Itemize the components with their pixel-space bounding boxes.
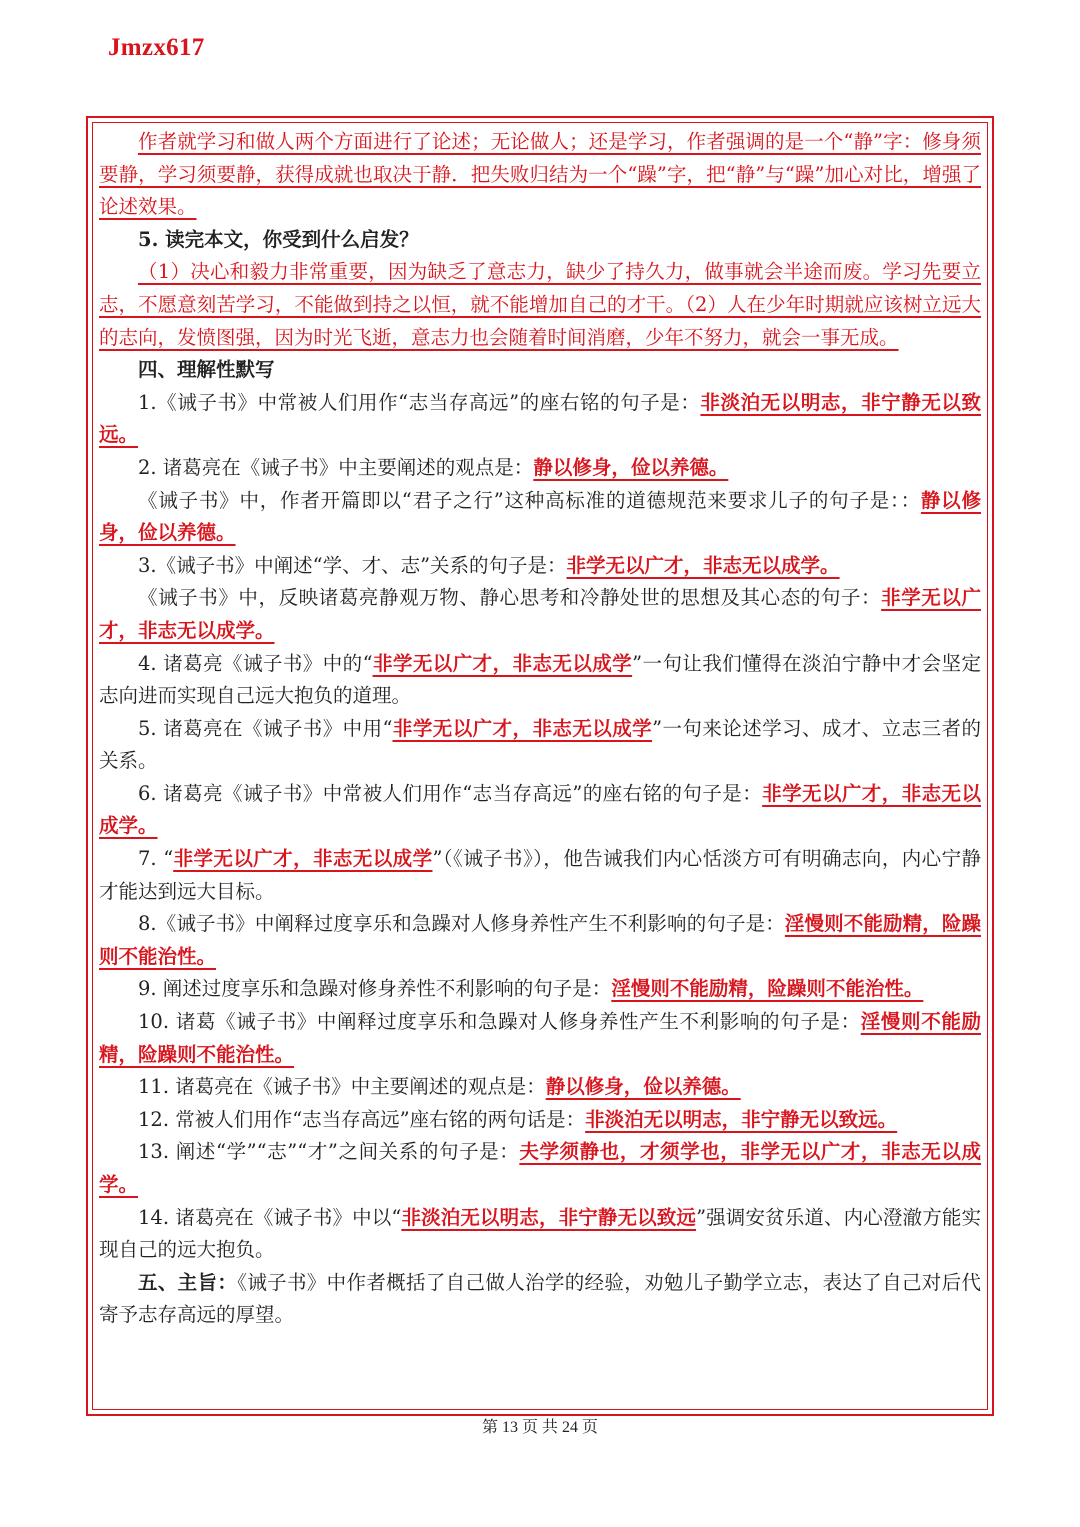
answer: 夫学须静也，才须学也，非学无以广才，非志无以成学。 (99, 1140, 981, 1196)
document-content (99, 126, 981, 1332)
item-3: 3.《诫子书》中阐述“学、才、志”关系的句子是：非学无以广才，非志无以成学。 (138, 553, 840, 577)
answer: 非淡泊无以明志，非宁静无以致远。 (99, 390, 981, 447)
item-12: 12. 常被人们用作“志当存高远”座右铭的两句话是：非淡泊无以明志，非宁静无以致远。 (138, 1107, 898, 1131)
theme-label: 五、主旨： (138, 1270, 238, 1294)
answer: 静以修身，俭以养德。 (545, 1075, 741, 1099)
answer: 非学无以广才，非志无以成学。 (99, 586, 981, 642)
item-5: 5. 诸葛亮在《诫子书》中用“非学无以广才，非志无以成学”一句来论述学习、成才、立志三者的关系。 (99, 716, 981, 773)
watermark-logo: Jmzx617 (108, 34, 205, 61)
item-7: 7. “非学无以广才，非志无以成学”（《诫子书》），他告诫我们内心恬淡方可有明确志向，内心宁静才能达到远大目标。 (99, 847, 981, 903)
item-4: 4. 诸葛亮《诫子书》中的“非学无以广才，非志无以成学”一句让我们懂得在淡泊宁静中才会坚定志向进而实现自己远大抱负的道理。 (99, 651, 981, 708)
item-3b: 《诫子书》中，反映诸葛亮静观万物、静心思考和冷静处世的思想及其心态的句子：非学无以广才，非志无以成学。 (99, 586, 981, 642)
answer: 非学无以广才，非志无以成学 (372, 651, 633, 675)
answer: 非学无以广才，非志无以成学。 (99, 781, 981, 838)
item-8: 8.《诫子书》中阐释过度享乐和急躁对人修身养性产生不利影响的句子是：淫慢则不能励精，险躁则不能治性。 (99, 912, 981, 968)
answer: 静以修身，俭以养德。 (99, 488, 981, 545)
answer: 非学无以广才，非志无以成学。 (566, 553, 840, 577)
answer: 非学无以广才，非志无以成学 (392, 716, 653, 740)
answer: 淫慢则不能励精，险躁则不能治性。 (611, 977, 924, 1001)
item-1: 1.《诫子书》中常被人们用作“志当存高远”的座右铭的句子是：非淡泊无以明志，非宁静无以致远。 (99, 390, 981, 447)
answer-5: （1）决心和毅力非常重要，因为缺乏了意志力，缺少了持久力，做事就会半途而废。学习先要立志，不愿意刻苦学习，不能做到持之以恒，就不能增加自己的才干。（2）人在少年时期就应该树立远大的志向，发愤图强，因为时光飞逝，意志力也会随着时间消磨，少年不努力，就会一事无成。 (99, 260, 981, 349)
answer: 非淡泊无以明志，非宁静无以致远 (401, 1205, 697, 1229)
answer: 静以修身，俭以养德。 (533, 455, 729, 479)
analysis-paragraph: 作者就学习和做人两个方面进行了论述；无论做人；还是学习，作者强调的是一个“静”字：修身须要静，学习须要静，获得成就也取决于静．把失败归结为一个“躁”字，把“静”与“躁”加心对比，增强了论述效果。 (99, 130, 981, 219)
section-4-heading: 四、理解性默写 (138, 358, 275, 382)
item-2b: 《诫子书》中，作者开篇即以“君子之行”这种高标准的道德规范来要求儿子的句子是：：静以修身，俭以养德。 (99, 488, 981, 545)
item-14: 14. 诸葛亮在《诫子书》中以“非淡泊无以明志，非宁静无以致远”强调安贫乐道、内心澄澈方能实现自己的远大抱负。 (99, 1205, 981, 1262)
answer: 淫慢则不能励精，险躁则不能治性。 (99, 1010, 981, 1066)
theme-paragraph: 五、主旨：《诫子书》中作者概括了自己做人治学的经验，劝勉儿子勤学立志，表达了自己对后代寄予志存高远的厚望。 (99, 1270, 981, 1327)
item-2: 2. 诸葛亮在《诫子书》中主要阐述的观点是：静以修身，俭以养德。 (138, 455, 729, 479)
item-11: 11. 诸葛亮在《诫子书》中主要阐述的观点是：静以修身，俭以养德。 (138, 1075, 741, 1099)
question-5: 5. 读完本文，你受到什么启发？ (138, 227, 419, 251)
item-6: 6. 诸葛亮《诫子书》中常被人们用作“志当存高远”的座右铭的句子是：非学无以广才，非志无以成学。 (99, 781, 981, 838)
answer: 非淡泊无以明志，非宁静无以致远。 (585, 1107, 898, 1131)
item-13: 13. 阐述“学”“志”“才”之间关系的句子是：夫学须静也，才须学也，非学无以广才，非志无以成学。 (99, 1140, 981, 1196)
item-9: 9. 阐述过度享乐和急躁对修身养性不利影响的句子是：淫慢则不能励精，险躁则不能治性。 (138, 977, 924, 1001)
answer: 淫慢则不能励精，险躁则不能治性。 (99, 912, 981, 968)
item-10: 10. 诸葛《诫子书》中阐释过度享乐和急躁对人修身养性产生不利影响的句子是：淫慢则不能励精，险躁则不能治性。 (99, 1010, 981, 1066)
answer: 非学无以广才，非志无以成学 (173, 847, 433, 871)
page-number: 第 13 页 共 24 页 (481, 1419, 598, 1436)
